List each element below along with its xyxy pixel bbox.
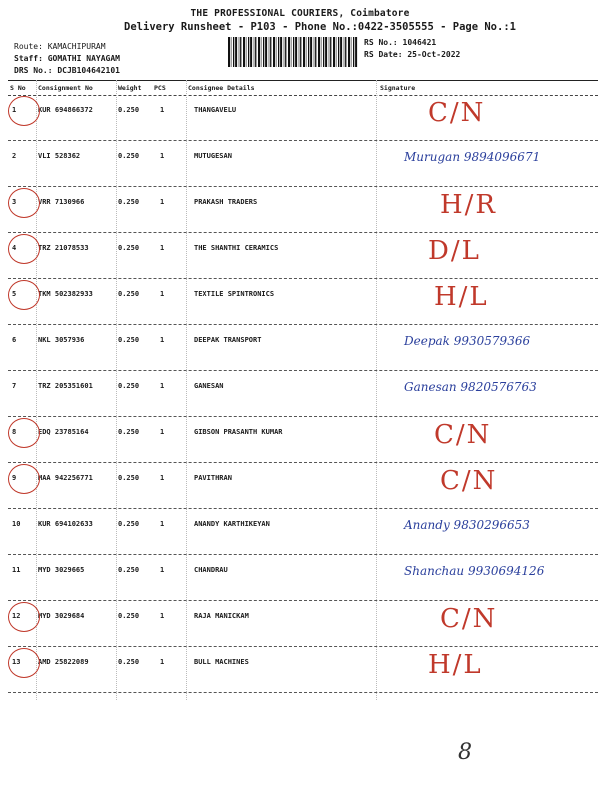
row-consignee: GIBSON PRASANTH KUMAR (194, 428, 283, 436)
row-pcs: 1 (160, 612, 165, 620)
row-pcs: 1 (160, 198, 165, 206)
row-pcs: 1 (160, 106, 165, 114)
sno-circle-mark (8, 280, 40, 310)
table-row (8, 462, 598, 509)
row-consignment: AMD 25822089 (38, 658, 89, 666)
row-consignee: TEXTILE SPINTRONICS (194, 290, 275, 298)
table-row (8, 186, 598, 233)
row-pcs: 1 (160, 566, 165, 574)
row-weight: 0.250 (118, 612, 140, 620)
table-row (8, 140, 598, 187)
table-row (8, 370, 598, 417)
row-sno: 5 (12, 290, 17, 298)
col-signature: Signature (380, 84, 416, 92)
row-weight: 0.250 (118, 474, 140, 482)
table-row (8, 278, 598, 325)
sno-circle-mark (8, 188, 40, 218)
route-label: Route: KAMACHIPURAM (14, 42, 106, 51)
sno-circle-mark (8, 602, 40, 632)
signature-mark: H/L (434, 282, 489, 312)
row-sno: 8 (12, 428, 17, 436)
row-weight: 0.250 (118, 428, 140, 436)
row-consignment: KUR 694866372 (38, 106, 93, 114)
row-consignment: MAA 942256771 (38, 474, 93, 482)
row-pcs: 1 (160, 474, 165, 482)
row-pcs: 1 (160, 336, 165, 344)
row-sno: 7 (12, 382, 17, 390)
sno-circle-mark (8, 96, 40, 126)
signature-mark: C/N (440, 466, 498, 496)
row-weight: 0.250 (118, 198, 140, 206)
col-weight: Weight (118, 84, 142, 92)
table-row (8, 554, 598, 601)
row-consignment: EDQ 23785164 (38, 428, 89, 436)
row-weight: 0.250 (118, 106, 140, 114)
sno-circle-mark (8, 648, 40, 678)
barcode (228, 37, 358, 67)
row-consignee: BULL MACHINES (194, 658, 249, 666)
row-weight: 0.250 (118, 566, 140, 574)
row-consignment: TKM 502382933 (38, 290, 93, 298)
table-row (8, 94, 598, 141)
page-note: 8 (458, 740, 472, 765)
row-consignment: VLI 528362 (38, 152, 81, 160)
row-consignee: ANANDY KARTHIKEYAN (194, 520, 270, 528)
row-consignment: VRR 7130966 (38, 198, 85, 206)
row-sno: 4 (12, 244, 17, 252)
rs-date: RS Date: 25-Oct-2022 (364, 50, 461, 59)
row-sno: 9 (12, 474, 17, 482)
row-consignee: THE SHANTHI CERAMICS (194, 244, 279, 252)
row-weight: 0.250 (118, 520, 140, 528)
signature-mark: C/N (440, 604, 498, 634)
row-sno: 10 (12, 520, 21, 528)
row-consignee: PAVITHRAN (194, 474, 232, 482)
company-name: THE PROFESSIONAL COURIERS, Coimbatore (190, 8, 410, 19)
signature-handwritten: Murugan 9894096671 (404, 150, 541, 164)
sno-circle-mark (8, 464, 40, 494)
staff-label: Staff: GOMATHI NAYAGAM (14, 54, 120, 63)
drs-number: DRS No.: DCJB104642101 (14, 66, 120, 75)
table-row (8, 324, 598, 371)
signature-mark: C/N (434, 420, 492, 450)
rs-number: RS No.: 1046421 (364, 38, 437, 47)
signature-mark: D/L (428, 236, 481, 266)
col-consignment: Consignment No (38, 84, 93, 92)
row-pcs: 1 (160, 520, 165, 528)
col-pcs: PCS (154, 84, 166, 92)
row-sno: 6 (12, 336, 17, 344)
signature-handwritten: Ganesan 9820576763 (404, 380, 537, 394)
row-weight: 0.250 (118, 244, 140, 252)
row-pcs: 1 (160, 382, 165, 390)
signature-mark: C/N (428, 98, 486, 128)
table-row (8, 600, 598, 647)
row-weight: 0.250 (118, 382, 140, 390)
table-row (8, 508, 598, 555)
row-weight: 0.250 (118, 290, 140, 298)
row-consignee: PRAKASH TRADERS (194, 198, 258, 206)
row-pcs: 1 (160, 658, 165, 666)
row-weight: 0.250 (118, 152, 140, 160)
col-sno: S No (10, 84, 26, 92)
row-sno: 1 (12, 106, 17, 114)
table-row (8, 416, 598, 463)
col-consignee: Consignee Details (188, 84, 255, 92)
sno-circle-mark (8, 234, 40, 264)
row-sno: 13 (12, 658, 21, 666)
row-pcs: 1 (160, 428, 165, 436)
row-consignment: TRZ 21078533 (38, 244, 89, 252)
signature-mark: H/L (428, 650, 483, 680)
row-sno: 3 (12, 198, 17, 206)
table-row (8, 232, 598, 279)
runsheet-title: Delivery Runsheet - P103 - Phone No.:0422-3505555 - Page No.:1 (124, 21, 516, 33)
row-consignee: GANESAN (194, 382, 224, 390)
table-row (8, 646, 598, 693)
row-weight: 0.250 (118, 658, 140, 666)
row-consignment: MYD 3029665 (38, 566, 85, 574)
row-pcs: 1 (160, 290, 165, 298)
row-consignee: THANGAVELU (194, 106, 237, 114)
row-weight: 0.250 (118, 336, 140, 344)
signature-handwritten: Shanchau 9930694126 (404, 564, 545, 578)
row-pcs: 1 (160, 244, 165, 252)
row-consignment: MYD 3029684 (38, 612, 85, 620)
signature-handwritten: Deepak 9930579366 (404, 334, 531, 348)
row-consignee: DEEPAK TRANSPORT (194, 336, 262, 344)
row-sno: 12 (12, 612, 21, 620)
row-consignment: NKL 3057936 (38, 336, 85, 344)
row-sno: 11 (12, 566, 21, 574)
signature-mark: H/R (440, 190, 498, 220)
row-consignment: KUR 694102633 (38, 520, 93, 528)
row-consignment: TRZ 205351601 (38, 382, 93, 390)
row-pcs: 1 (160, 152, 165, 160)
row-consignee: MUTUGESAN (194, 152, 232, 160)
row-sno: 2 (12, 152, 17, 160)
row-consignee: RAJA MANICKAM (194, 612, 249, 620)
row-consignee: CHANDRAU (194, 566, 228, 574)
sno-circle-mark (8, 418, 40, 448)
signature-handwritten: Anandy 9830296653 (404, 518, 530, 532)
